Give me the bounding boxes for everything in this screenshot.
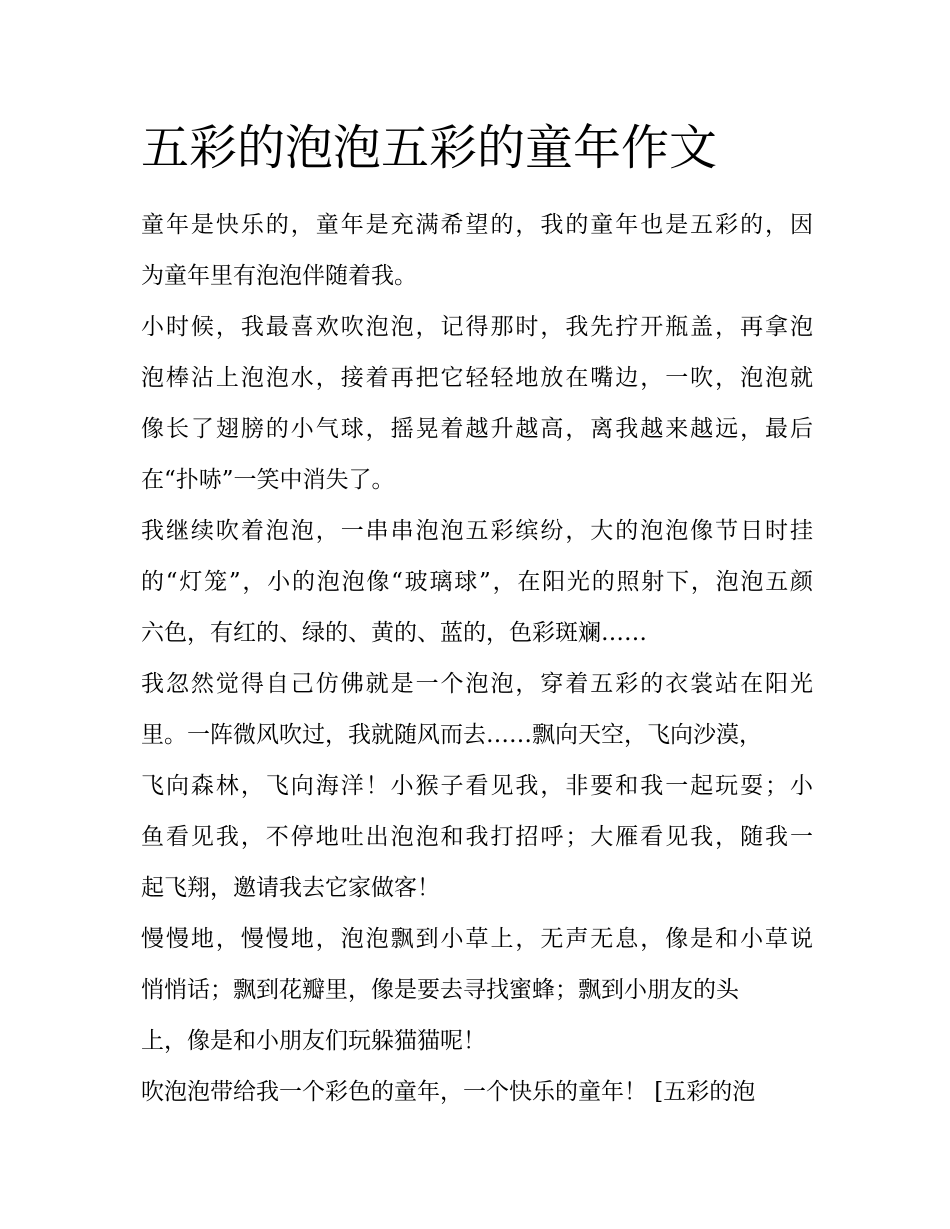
document-body	[141, 200, 813, 1118]
text-line: 鱼看见我，不停地吐出泡泡和我打招呼；大雁看见我，随我一	[141, 824, 813, 850]
paragraph-1	[141, 200, 813, 302]
text-line: 在“扑哧”一笑中消失了。	[141, 467, 395, 493]
paragraph-3	[141, 506, 813, 659]
paragraph-2	[141, 302, 813, 506]
text-line: 童年是快乐的，童年是充满希望的，我的童年也是五彩的，因	[141, 212, 813, 238]
text-line: 我忽然觉得自己仿佛就是一个泡泡，穿着五彩的衣裳站在阳光	[141, 671, 813, 697]
text-line: 六色，有红的、绿的、黄的、蓝的，色彩斑斓……	[141, 620, 647, 646]
text-line: 悄悄话；飘到花瓣里，像是要去寻找蜜蜂；飘到小朋友的头	[141, 977, 739, 1003]
text-line: 吹泡泡带给我一个彩色的童年，一个快乐的童年！ [五彩的泡	[141, 1079, 756, 1105]
text-line: 小时候，我最喜欢吹泡泡，记得那时，我先拧开瓶盖，再拿泡	[141, 314, 813, 340]
text-line: 为童年里有泡泡伴随着我。	[141, 263, 417, 289]
paragraph-4	[141, 659, 813, 914]
text-line: 我继续吹着泡泡，一串串泡泡五彩缤纷，大的泡泡像节日时挂	[141, 518, 813, 544]
text-line: 里。一阵微风吹过，我就随风而去……飘向天空，飞向沙漠，	[141, 722, 762, 748]
text-line: 上，像是和小朋友们玩躲猫猫呢！	[141, 1028, 486, 1054]
paragraph-5	[141, 914, 813, 1067]
text-line: 慢慢地，慢慢地，泡泡飘到小草上，无声无息，像是和小草说	[141, 926, 813, 952]
paragraph-6	[141, 1067, 813, 1118]
text-line: 像长了翅膀的小气球，摇晃着越升越高，离我越来越远，最后	[141, 416, 813, 442]
text-line: 的“灯笼”，小的泡泡像“玻璃球”，在阳光的照射下，泡泡五颜	[141, 569, 813, 595]
text-line: 飞向森林，飞向海洋！小猴子看见我，非要和我一起玩耍；小	[141, 773, 813, 799]
text-line: 起飞翔，邀请我去它家做客！	[141, 875, 440, 901]
text-line: 泡棒沾上泡泡水，接着再把它轻轻地放在嘴边，一吹，泡泡就	[141, 365, 813, 391]
document-title: 五彩的泡泡五彩的童年作文	[141, 120, 718, 176]
